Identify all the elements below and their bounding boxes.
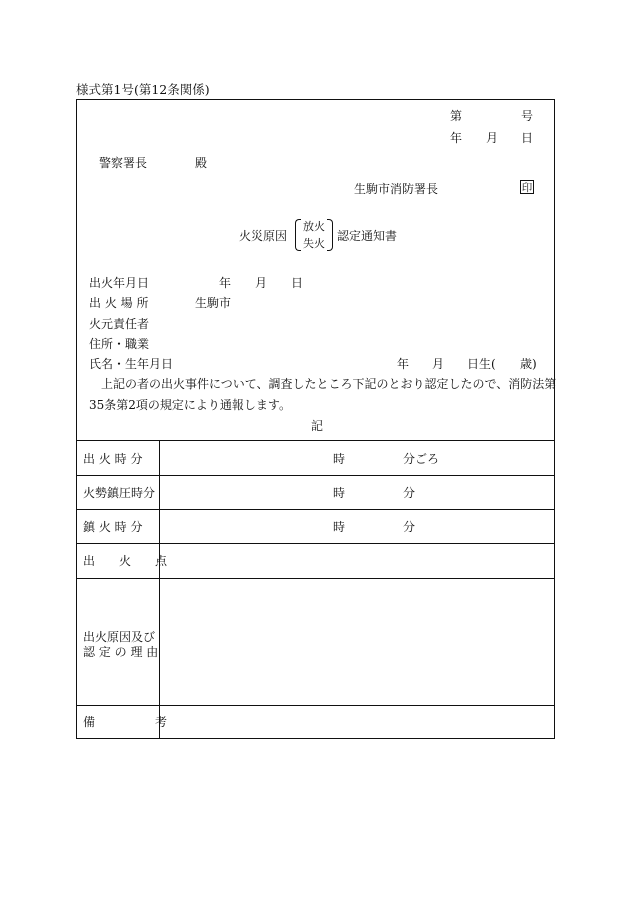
doc-title-suffix: 認定通知書 (337, 229, 398, 243)
row-divider (77, 509, 554, 510)
fire-place-value: 生駒市 (195, 296, 232, 310)
suppression-minute: 分 (403, 486, 416, 500)
outbreak-hour: 時 (333, 452, 346, 466)
addressee-honorific: 殿 (195, 156, 208, 170)
birth-month: 月 (432, 357, 445, 371)
fire-date-year: 年 (219, 276, 232, 290)
outbreak-time-label: 出 火 時 分 (83, 452, 143, 466)
date-year-label: 年 (450, 131, 463, 145)
row-divider (77, 578, 554, 579)
row-divider (77, 705, 554, 706)
number-label: 第 (450, 109, 463, 123)
left-brace (295, 219, 301, 251)
fire-date-label: 出火年月日 (89, 276, 150, 290)
fire-place-label: 出 火 場 所 (89, 296, 149, 310)
sender-name: 生駒市消防署長 (354, 182, 439, 196)
fire-origin-point-label: 出 火 点 (83, 554, 168, 568)
fire-date-day: 日 (291, 276, 304, 290)
cause-reason-label-line2: 認 定 の 理 由 (83, 645, 159, 659)
remarks-label: 備 考 (83, 715, 168, 729)
ki-mark: 記 (311, 419, 324, 433)
form-number-title: 様式第1号(第12条関係) (76, 82, 210, 97)
seal-mark: 印 (521, 182, 533, 194)
suppression-hour: 時 (333, 486, 346, 500)
column-divider (159, 440, 160, 738)
suppression-time-label: 火勢鎮圧時分 (83, 486, 156, 500)
row-divider (77, 475, 554, 476)
body-text-line2: 35条第2項の規定により通報します。 (89, 398, 291, 412)
outbreak-minute: 分ごろ (403, 452, 440, 466)
addressee-name: 警察署長 (99, 156, 148, 170)
doc-title-option-accidental: 失火 (303, 237, 325, 250)
notification-form (76, 99, 555, 739)
body-text-line1: 上記の者の出火事件について、調査したところ下記のとおり認定したので、消防法第 (101, 377, 557, 391)
age-label: 歳) (520, 357, 537, 371)
date-month-label: 月 (486, 131, 499, 145)
right-brace (327, 219, 333, 251)
extinguish-hour: 時 (333, 520, 346, 534)
extinguish-time-label: 鎮 火 時 分 (83, 520, 143, 534)
extinguish-minute: 分 (403, 520, 416, 534)
responsible-person-label: 火元責任者 (89, 317, 150, 331)
doc-title-option-arson: 放火 (303, 220, 325, 233)
cause-reason-label-line1: 出火原因及び (83, 630, 156, 644)
table-top-line (77, 440, 554, 441)
row-divider (77, 543, 554, 544)
birth-year: 年 (397, 357, 410, 371)
number-suffix: 号 (521, 109, 534, 123)
fire-date-month: 月 (255, 276, 268, 290)
name-birthdate-label: 氏名・生年月日 (89, 357, 174, 371)
birth-day: 日生( (467, 357, 496, 371)
doc-title-prefix: 火災原因 (239, 229, 288, 243)
date-day-label: 日 (521, 131, 534, 145)
address-occupation-label: 住所・職業 (89, 337, 150, 351)
